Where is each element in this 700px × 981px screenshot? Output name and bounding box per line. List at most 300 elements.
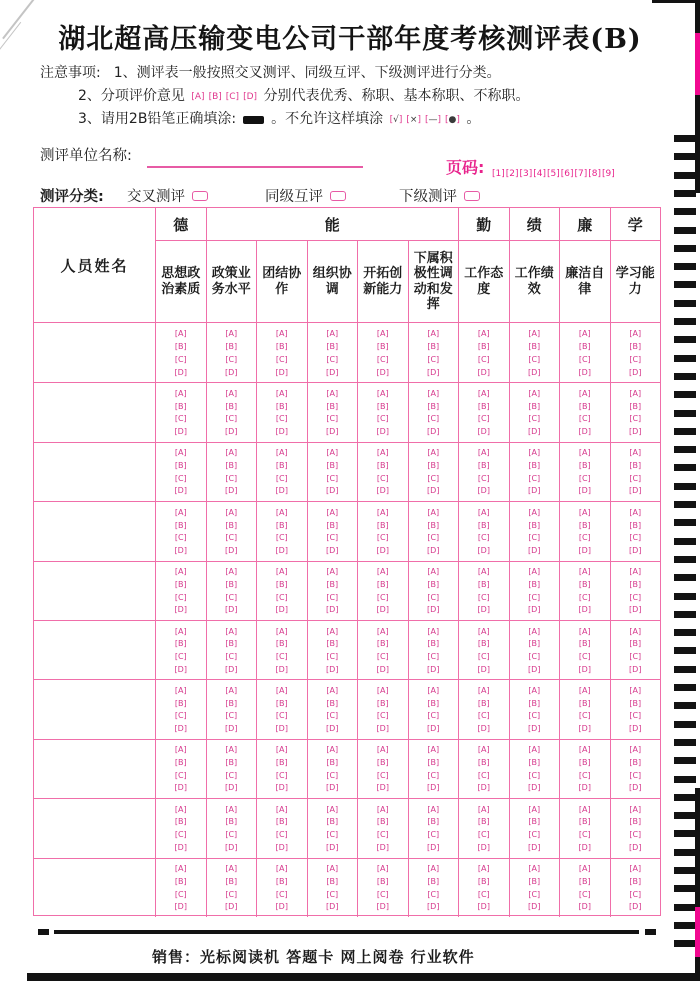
page-number-option[interactable]: [7] <box>574 169 588 179</box>
option-bubble[interactable]: [C] <box>174 711 187 721</box>
option-bubble[interactable]: [D] <box>275 902 288 912</box>
option-bubble[interactable]: [B] <box>174 876 187 886</box>
option-bubble[interactable]: [A] <box>275 804 288 814</box>
option-bubble[interactable]: [C] <box>629 830 642 840</box>
option-bubble[interactable]: [C] <box>629 770 642 780</box>
option-bubble[interactable]: [D] <box>225 427 238 437</box>
option-bubble[interactable]: [D] <box>427 486 440 496</box>
option-bubble[interactable]: [A] <box>427 507 440 517</box>
option-bubble[interactable]: [A] <box>326 389 339 399</box>
option-bubble[interactable]: [D] <box>225 783 238 793</box>
option-bubble[interactable]: [D] <box>174 367 187 377</box>
option-bubble[interactable]: [A] <box>528 686 541 696</box>
option-bubble[interactable]: [A] <box>225 745 238 755</box>
option-bubble[interactable]: [A] <box>376 626 389 636</box>
option-bubble[interactable]: [B] <box>225 401 238 411</box>
option-bubble[interactable]: [C] <box>174 473 187 483</box>
option-bubble[interactable]: [B] <box>578 639 591 649</box>
option-bubble[interactable]: [A] <box>174 864 187 874</box>
option-bubble[interactable]: [B] <box>427 579 440 589</box>
option-bubble[interactable]: [C] <box>275 354 288 364</box>
option-bubble[interactable]: [C] <box>528 473 541 483</box>
option-bubble[interactable]: [B] <box>477 876 490 886</box>
option-bubble[interactable]: [A] <box>376 745 389 755</box>
option-bubble[interactable]: [C] <box>376 711 389 721</box>
option-bubble[interactable]: [C] <box>578 651 591 661</box>
option-bubble[interactable]: [C] <box>528 354 541 364</box>
option-bubble[interactable]: [B] <box>275 341 288 351</box>
option-bubble[interactable]: [B] <box>174 341 187 351</box>
name-input-cell[interactable] <box>34 799 155 857</box>
option-bubble[interactable]: [C] <box>427 592 440 602</box>
option-bubble[interactable]: [D] <box>225 605 238 615</box>
option-bubble[interactable]: [B] <box>629 341 642 351</box>
option-bubble[interactable]: [A] <box>578 626 591 636</box>
option-bubble[interactable]: [C] <box>275 473 288 483</box>
option-bubble[interactable]: [B] <box>427 520 440 530</box>
option-bubble[interactable]: [C] <box>376 770 389 780</box>
option-bubble[interactable]: [C] <box>326 533 339 543</box>
option-bubble[interactable]: [C] <box>326 651 339 661</box>
option-bubble[interactable]: [A] <box>427 686 440 696</box>
option-bubble[interactable]: [A] <box>275 328 288 338</box>
option-bubble[interactable]: [D] <box>225 486 238 496</box>
option-bubble[interactable]: [C] <box>629 889 642 899</box>
option-bubble[interactable]: [B] <box>427 876 440 886</box>
option-bubble[interactable]: [C] <box>578 414 591 424</box>
name-input-cell[interactable] <box>34 621 155 679</box>
option-bubble[interactable]: [C] <box>225 770 238 780</box>
option-bubble[interactable]: [C] <box>578 711 591 721</box>
option-bubble[interactable]: [D] <box>326 902 339 912</box>
option-bubble[interactable]: [D] <box>528 545 541 555</box>
option-bubble[interactable]: [A] <box>477 389 490 399</box>
option-bubble[interactable]: [C] <box>326 592 339 602</box>
option-bubble[interactable]: [C] <box>578 889 591 899</box>
option-bubble[interactable]: [A] <box>376 567 389 577</box>
option-bubble[interactable]: [C] <box>477 651 490 661</box>
option-bubble[interactable]: [C] <box>225 651 238 661</box>
option-bubble[interactable]: [B] <box>225 698 238 708</box>
option-bubble[interactable]: [C] <box>629 473 642 483</box>
page-number-option[interactable]: [2] <box>505 169 519 179</box>
option-bubble[interactable]: [B] <box>477 520 490 530</box>
option-bubble[interactable]: [A] <box>376 864 389 874</box>
option-bubble[interactable]: [C] <box>427 711 440 721</box>
option-bubble[interactable]: [B] <box>376 876 389 886</box>
option-bubble[interactable]: [D] <box>578 427 591 437</box>
option-bubble[interactable]: [C] <box>427 651 440 661</box>
option-bubble[interactable]: [A] <box>578 389 591 399</box>
option-bubble[interactable]: [C] <box>225 533 238 543</box>
option-bubble[interactable]: [D] <box>326 664 339 674</box>
option-bubble[interactable]: [B] <box>629 520 642 530</box>
option-bubble[interactable]: [C] <box>528 533 541 543</box>
option-bubble[interactable]: [B] <box>174 461 187 471</box>
option-bubble[interactable]: [C] <box>629 592 642 602</box>
option-bubble[interactable]: [D] <box>225 664 238 674</box>
option-bubble[interactable]: [B] <box>376 579 389 589</box>
option-bubble[interactable]: [B] <box>326 401 339 411</box>
option-bubble[interactable]: [A] <box>225 626 238 636</box>
option-bubble[interactable]: [C] <box>427 473 440 483</box>
option-bubble[interactable]: [C] <box>326 473 339 483</box>
option-bubble[interactable]: [B] <box>427 461 440 471</box>
option-bubble[interactable]: [D] <box>326 605 339 615</box>
option-bubble[interactable]: [C] <box>174 414 187 424</box>
option-bubble[interactable]: [D] <box>578 783 591 793</box>
option-bubble[interactable]: [D] <box>578 367 591 377</box>
option-bubble[interactable]: [D] <box>528 486 541 496</box>
option-bubble[interactable]: [B] <box>578 579 591 589</box>
option-bubble[interactable]: [C] <box>528 414 541 424</box>
name-input-cell[interactable] <box>34 383 155 441</box>
option-bubble[interactable]: [A] <box>225 804 238 814</box>
option-bubble[interactable]: [B] <box>376 639 389 649</box>
option-bubble[interactable]: [B] <box>225 341 238 351</box>
option-bubble[interactable]: [A] <box>528 864 541 874</box>
option-bubble[interactable]: [C] <box>174 651 187 661</box>
option-bubble[interactable]: [A] <box>376 328 389 338</box>
option-bubble[interactable]: [A] <box>174 389 187 399</box>
option-bubble[interactable]: [B] <box>174 817 187 827</box>
option-bubble[interactable]: [B] <box>174 698 187 708</box>
option-bubble[interactable]: [B] <box>427 817 440 827</box>
option-bubble[interactable]: [D] <box>629 842 642 852</box>
option-bubble[interactable]: [B] <box>376 520 389 530</box>
option-bubble[interactable]: [C] <box>376 354 389 364</box>
option-bubble[interactable]: [A] <box>225 448 238 458</box>
option-bubble[interactable]: [D] <box>174 545 187 555</box>
option-bubble[interactable]: [A] <box>225 328 238 338</box>
option-bubble[interactable]: [C] <box>326 770 339 780</box>
option-bubble[interactable]: [D] <box>528 724 541 734</box>
option-bubble[interactable]: [C] <box>477 533 490 543</box>
option-bubble[interactable]: [B] <box>629 876 642 886</box>
option-bubble[interactable]: [C] <box>225 354 238 364</box>
option-bubble[interactable]: [D] <box>629 545 642 555</box>
option-bubble[interactable]: [C] <box>275 592 288 602</box>
option-bubble[interactable]: [D] <box>629 902 642 912</box>
option-bubble[interactable]: [C] <box>376 414 389 424</box>
page-number-option[interactable]: [8] <box>588 169 601 179</box>
option-bubble[interactable]: [A] <box>477 686 490 696</box>
option-bubble[interactable]: [B] <box>225 758 238 768</box>
page-number-option[interactable]: [3] <box>519 169 533 179</box>
option-bubble[interactable]: [A] <box>174 686 187 696</box>
option-bubble[interactable]: [C] <box>427 354 440 364</box>
option-bubble[interactable]: [B] <box>174 579 187 589</box>
option-bubble[interactable]: [A] <box>528 328 541 338</box>
option-bubble[interactable]: [D] <box>326 724 339 734</box>
option-bubble[interactable]: [D] <box>275 783 288 793</box>
option-bubble[interactable]: [D] <box>427 664 440 674</box>
option-bubble[interactable]: [A] <box>326 626 339 636</box>
option-bubble[interactable]: [D] <box>376 842 389 852</box>
option-bubble[interactable]: [A] <box>376 448 389 458</box>
option-bubble[interactable]: [C] <box>275 770 288 780</box>
option-bubble[interactable]: [B] <box>477 758 490 768</box>
option-bubble[interactable]: [A] <box>225 567 238 577</box>
option-bubble[interactable]: [D] <box>477 545 490 555</box>
option-bubble[interactable]: [A] <box>427 328 440 338</box>
option-bubble[interactable]: [B] <box>578 817 591 827</box>
option-bubble[interactable]: [D] <box>578 545 591 555</box>
option-bubble[interactable]: [A] <box>477 626 490 636</box>
option-bubble[interactable]: [A] <box>528 626 541 636</box>
option-bubble[interactable]: [B] <box>528 639 541 649</box>
option-bubble[interactable]: [D] <box>326 545 339 555</box>
option-bubble[interactable]: [A] <box>174 328 187 338</box>
option-bubble[interactable]: [B] <box>376 698 389 708</box>
option-bubble[interactable]: [B] <box>174 639 187 649</box>
option-bubble[interactable]: [C] <box>427 533 440 543</box>
option-bubble[interactable]: [D] <box>629 427 642 437</box>
option-bubble[interactable]: [C] <box>225 414 238 424</box>
option-bubble[interactable]: [D] <box>427 427 440 437</box>
option-bubble[interactable]: [B] <box>427 341 440 351</box>
category-checkbox-cross[interactable] <box>192 191 208 201</box>
option-bubble[interactable]: [C] <box>225 592 238 602</box>
option-bubble[interactable]: [A] <box>578 686 591 696</box>
option-bubble[interactable]: [B] <box>629 401 642 411</box>
option-bubble[interactable]: [B] <box>376 341 389 351</box>
option-bubble[interactable]: [C] <box>275 533 288 543</box>
option-bubble[interactable]: [A] <box>528 448 541 458</box>
option-bubble[interactable]: [A] <box>578 864 591 874</box>
option-bubble[interactable]: [C] <box>629 414 642 424</box>
option-bubble[interactable]: [B] <box>427 639 440 649</box>
option-bubble[interactable]: [B] <box>326 341 339 351</box>
name-input-cell[interactable] <box>34 443 155 501</box>
option-bubble[interactable]: [A] <box>326 864 339 874</box>
option-bubble[interactable]: [D] <box>376 486 389 496</box>
option-bubble[interactable]: [B] <box>275 639 288 649</box>
option-bubble[interactable]: [D] <box>427 605 440 615</box>
option-bubble[interactable]: [C] <box>528 830 541 840</box>
option-bubble[interactable]: [D] <box>275 427 288 437</box>
option-bubble[interactable]: [B] <box>477 639 490 649</box>
option-bubble[interactable]: [B] <box>427 698 440 708</box>
option-bubble[interactable]: [A] <box>326 567 339 577</box>
option-bubble[interactable]: [B] <box>225 520 238 530</box>
option-bubble[interactable]: [B] <box>629 639 642 649</box>
option-bubble[interactable]: [B] <box>477 579 490 589</box>
option-bubble[interactable]: [B] <box>629 758 642 768</box>
option-bubble[interactable]: [D] <box>376 783 389 793</box>
option-bubble[interactable]: [A] <box>629 626 642 636</box>
option-bubble[interactable]: [C] <box>326 711 339 721</box>
option-bubble[interactable]: [C] <box>578 830 591 840</box>
option-bubble[interactable]: [B] <box>326 817 339 827</box>
option-bubble[interactable]: [A] <box>174 507 187 517</box>
option-bubble[interactable]: [C] <box>376 889 389 899</box>
option-bubble[interactable]: [A] <box>477 567 490 577</box>
option-bubble[interactable]: [D] <box>427 545 440 555</box>
option-bubble[interactable]: [A] <box>578 745 591 755</box>
option-bubble[interactable]: [D] <box>578 902 591 912</box>
option-bubble[interactable]: [D] <box>376 724 389 734</box>
option-bubble[interactable]: [A] <box>326 507 339 517</box>
option-bubble[interactable]: [D] <box>275 724 288 734</box>
option-bubble[interactable]: [B] <box>578 758 591 768</box>
option-bubble[interactable]: [D] <box>528 842 541 852</box>
option-bubble[interactable]: [A] <box>275 745 288 755</box>
option-bubble[interactable]: [A] <box>477 745 490 755</box>
option-bubble[interactable]: [B] <box>376 461 389 471</box>
option-bubble[interactable]: [D] <box>477 664 490 674</box>
option-bubble[interactable]: [D] <box>427 783 440 793</box>
option-bubble[interactable]: [A] <box>427 804 440 814</box>
option-bubble[interactable]: [C] <box>528 770 541 780</box>
option-bubble[interactable]: [B] <box>275 520 288 530</box>
page-number-option[interactable]: [1] <box>492 169 505 179</box>
option-bubble[interactable]: [D] <box>174 842 187 852</box>
category-checkbox-subordinate[interactable] <box>464 191 480 201</box>
option-bubble[interactable]: [D] <box>275 664 288 674</box>
option-bubble[interactable]: [B] <box>326 758 339 768</box>
option-bubble[interactable]: [B] <box>376 817 389 827</box>
option-bubble[interactable]: [D] <box>528 367 541 377</box>
option-bubble[interactable]: [C] <box>225 889 238 899</box>
option-bubble[interactable]: [B] <box>275 817 288 827</box>
option-bubble[interactable]: [C] <box>275 651 288 661</box>
option-bubble[interactable]: [D] <box>174 724 187 734</box>
option-bubble[interactable]: [C] <box>477 414 490 424</box>
option-bubble[interactable]: [C] <box>427 830 440 840</box>
option-bubble[interactable]: [D] <box>174 902 187 912</box>
option-bubble[interactable]: [C] <box>528 889 541 899</box>
option-bubble[interactable]: [B] <box>629 461 642 471</box>
option-bubble[interactable]: [C] <box>174 889 187 899</box>
option-bubble[interactable]: [A] <box>629 448 642 458</box>
option-bubble[interactable]: [C] <box>477 711 490 721</box>
option-bubble[interactable]: [D] <box>477 902 490 912</box>
option-bubble[interactable]: [A] <box>477 507 490 517</box>
option-bubble[interactable]: [D] <box>174 783 187 793</box>
option-bubble[interactable]: [A] <box>275 626 288 636</box>
option-bubble[interactable]: [A] <box>275 389 288 399</box>
option-bubble[interactable]: [A] <box>427 389 440 399</box>
name-input-cell[interactable] <box>34 323 155 382</box>
option-bubble[interactable]: [B] <box>477 401 490 411</box>
option-bubble[interactable]: [D] <box>174 427 187 437</box>
option-bubble[interactable]: [D] <box>477 724 490 734</box>
option-bubble[interactable]: [B] <box>629 698 642 708</box>
option-bubble[interactable]: [A] <box>275 686 288 696</box>
option-bubble[interactable]: [D] <box>578 664 591 674</box>
option-bubble[interactable]: [A] <box>629 567 642 577</box>
option-bubble[interactable]: [A] <box>225 686 238 696</box>
option-bubble[interactable]: [C] <box>174 770 187 780</box>
option-bubble[interactable]: [C] <box>326 354 339 364</box>
option-bubble[interactable]: [A] <box>528 507 541 517</box>
option-bubble[interactable]: [C] <box>578 473 591 483</box>
option-bubble[interactable]: [C] <box>174 830 187 840</box>
option-bubble[interactable]: [C] <box>174 354 187 364</box>
option-bubble[interactable]: [B] <box>275 401 288 411</box>
option-bubble[interactable]: [A] <box>275 507 288 517</box>
option-bubble[interactable]: [A] <box>326 328 339 338</box>
option-bubble[interactable]: [D] <box>427 367 440 377</box>
option-bubble[interactable]: [B] <box>174 401 187 411</box>
option-bubble[interactable]: [A] <box>578 448 591 458</box>
option-bubble[interactable]: [D] <box>427 842 440 852</box>
option-bubble[interactable]: [B] <box>578 341 591 351</box>
option-bubble[interactable]: [B] <box>578 876 591 886</box>
option-bubble[interactable]: [C] <box>326 889 339 899</box>
option-bubble[interactable]: [D] <box>376 664 389 674</box>
option-bubble[interactable]: [D] <box>629 724 642 734</box>
option-bubble[interactable]: [D] <box>477 605 490 615</box>
option-bubble[interactable]: [D] <box>578 605 591 615</box>
option-bubble[interactable]: [A] <box>578 328 591 338</box>
option-bubble[interactable]: [B] <box>174 520 187 530</box>
option-bubble[interactable]: [D] <box>578 842 591 852</box>
option-bubble[interactable]: [A] <box>174 567 187 577</box>
option-bubble[interactable]: [B] <box>326 639 339 649</box>
option-bubble[interactable]: [A] <box>225 864 238 874</box>
option-bubble[interactable]: [B] <box>578 698 591 708</box>
option-bubble[interactable]: [B] <box>477 817 490 827</box>
option-bubble[interactable]: [A] <box>477 804 490 814</box>
option-bubble[interactable]: [C] <box>629 533 642 543</box>
option-bubble[interactable]: [C] <box>528 651 541 661</box>
option-bubble[interactable]: [D] <box>174 605 187 615</box>
option-bubble[interactable]: [D] <box>225 367 238 377</box>
option-bubble[interactable]: [B] <box>275 579 288 589</box>
option-bubble[interactable]: [D] <box>326 486 339 496</box>
option-bubble[interactable]: [B] <box>275 876 288 886</box>
option-bubble[interactable]: [D] <box>477 842 490 852</box>
option-bubble[interactable]: [C] <box>528 592 541 602</box>
option-bubble[interactable]: [A] <box>275 448 288 458</box>
option-bubble[interactable]: [A] <box>629 804 642 814</box>
page-number-option[interactable]: [6] <box>560 169 574 179</box>
option-bubble[interactable]: [A] <box>629 864 642 874</box>
option-bubble[interactable]: [D] <box>528 605 541 615</box>
option-bubble[interactable]: [D] <box>427 724 440 734</box>
option-bubble[interactable]: [C] <box>578 770 591 780</box>
option-bubble[interactable]: [D] <box>376 902 389 912</box>
option-bubble[interactable]: [D] <box>477 367 490 377</box>
option-bubble[interactable]: [D] <box>376 427 389 437</box>
option-bubble[interactable]: [A] <box>326 745 339 755</box>
option-bubble[interactable]: [A] <box>629 328 642 338</box>
option-bubble[interactable]: [A] <box>174 448 187 458</box>
option-bubble[interactable]: [D] <box>225 724 238 734</box>
option-bubble[interactable]: [B] <box>528 758 541 768</box>
option-bubble[interactable]: [C] <box>326 830 339 840</box>
option-bubble[interactable]: [D] <box>275 605 288 615</box>
option-bubble[interactable]: [C] <box>174 533 187 543</box>
option-bubble[interactable]: [A] <box>376 507 389 517</box>
option-bubble[interactable]: [B] <box>528 461 541 471</box>
option-bubble[interactable]: [A] <box>326 448 339 458</box>
option-bubble[interactable]: [A] <box>629 686 642 696</box>
option-bubble[interactable]: [D] <box>629 486 642 496</box>
option-bubble[interactable]: [B] <box>528 698 541 708</box>
page-number-option[interactable]: [5] <box>547 169 560 179</box>
option-bubble[interactable]: [A] <box>225 389 238 399</box>
category-checkbox-peer[interactable] <box>330 191 346 201</box>
option-bubble[interactable]: [A] <box>376 389 389 399</box>
option-bubble[interactable]: [C] <box>477 830 490 840</box>
option-bubble[interactable]: [C] <box>578 533 591 543</box>
option-bubble[interactable]: [B] <box>275 698 288 708</box>
option-bubble[interactable]: [C] <box>275 414 288 424</box>
option-bubble[interactable]: [A] <box>528 745 541 755</box>
